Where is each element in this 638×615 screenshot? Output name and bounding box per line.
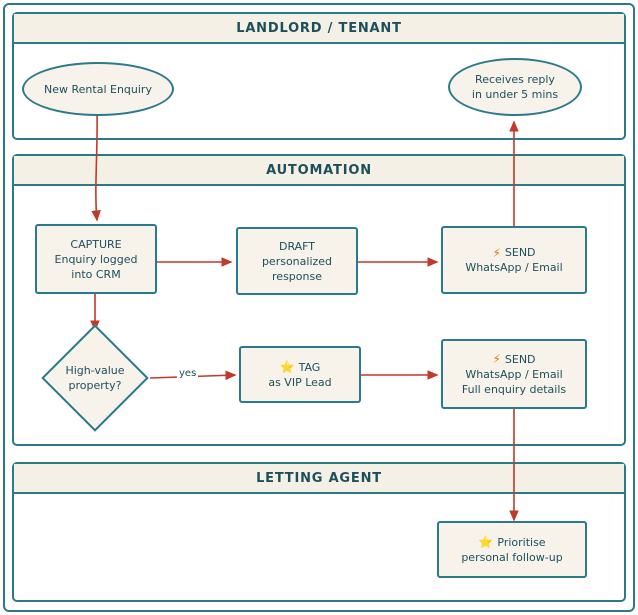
node-label-line: Full enquiry details [461,382,567,396]
bolt-icon: ⚡ [492,245,501,260]
node-receives-reply[interactable] [448,58,582,116]
node-label-line: WhatsApp / Email [465,261,563,274]
swimlane-header-letting-agent [14,464,624,494]
swimlane-header-landlord-tenant [14,14,624,44]
node-new-rental-enquiry[interactable] [22,62,174,116]
edge-label-yes [177,368,198,379]
node-label-line: WhatsApp / Email [465,367,563,381]
node-label-line-with-icon [492,245,535,260]
node-label-line: into CRM [71,267,121,281]
node-label-line: property? [68,379,122,392]
node-capture[interactable] [35,224,157,294]
swimlane-title-letting-agent: LETTING AGENT [256,470,382,486]
node-label-line: personal follow-up [461,550,563,564]
bolt-icon: ⚡ [492,352,501,366]
node-label-line: SEND [504,246,536,259]
decision-label [65,363,124,393]
node-label-line: in under 5 mins [471,88,559,101]
edge-label-text: yes [179,368,197,379]
star-icon: ⭐ [279,360,295,374]
node-prioritise[interactable] [437,521,587,578]
node-label-line: Prioritise [497,535,546,549]
node-send-full-details[interactable] [441,339,587,409]
node-send-whatsapp-email[interactable] [441,226,587,294]
node-label-line: TAG [298,360,321,374]
node-label-line: CAPTURE [70,237,122,251]
swimlane-header-automation [14,156,624,186]
node-label-line-with-icon [492,352,535,367]
node-draft[interactable] [236,227,358,295]
node-label-line: SEND [504,352,536,366]
node-label-line-with-icon [280,360,321,375]
node-label-line: Receives reply [475,73,555,86]
swimlane-title-landlord-tenant: LANDLORD / TENANT [236,20,402,36]
node-high-value-property[interactable] [40,330,150,426]
node-label-line: DRAFT [278,239,316,253]
node-label-line: response [272,269,322,283]
star-icon: ⭐ [478,535,494,549]
node-label-line: Enquiry logged [54,252,138,266]
node-label-line-with-icon [478,535,545,550]
node-label-line: as VIP Lead [268,375,332,389]
node-tag-vip[interactable] [239,346,361,403]
node-label-line: personalized [261,254,333,268]
node-label-line: High-value [65,364,125,377]
swimlane-title-automation: AUTOMATION [266,162,372,178]
node-label-line: New Rental Enquiry [44,82,152,96]
